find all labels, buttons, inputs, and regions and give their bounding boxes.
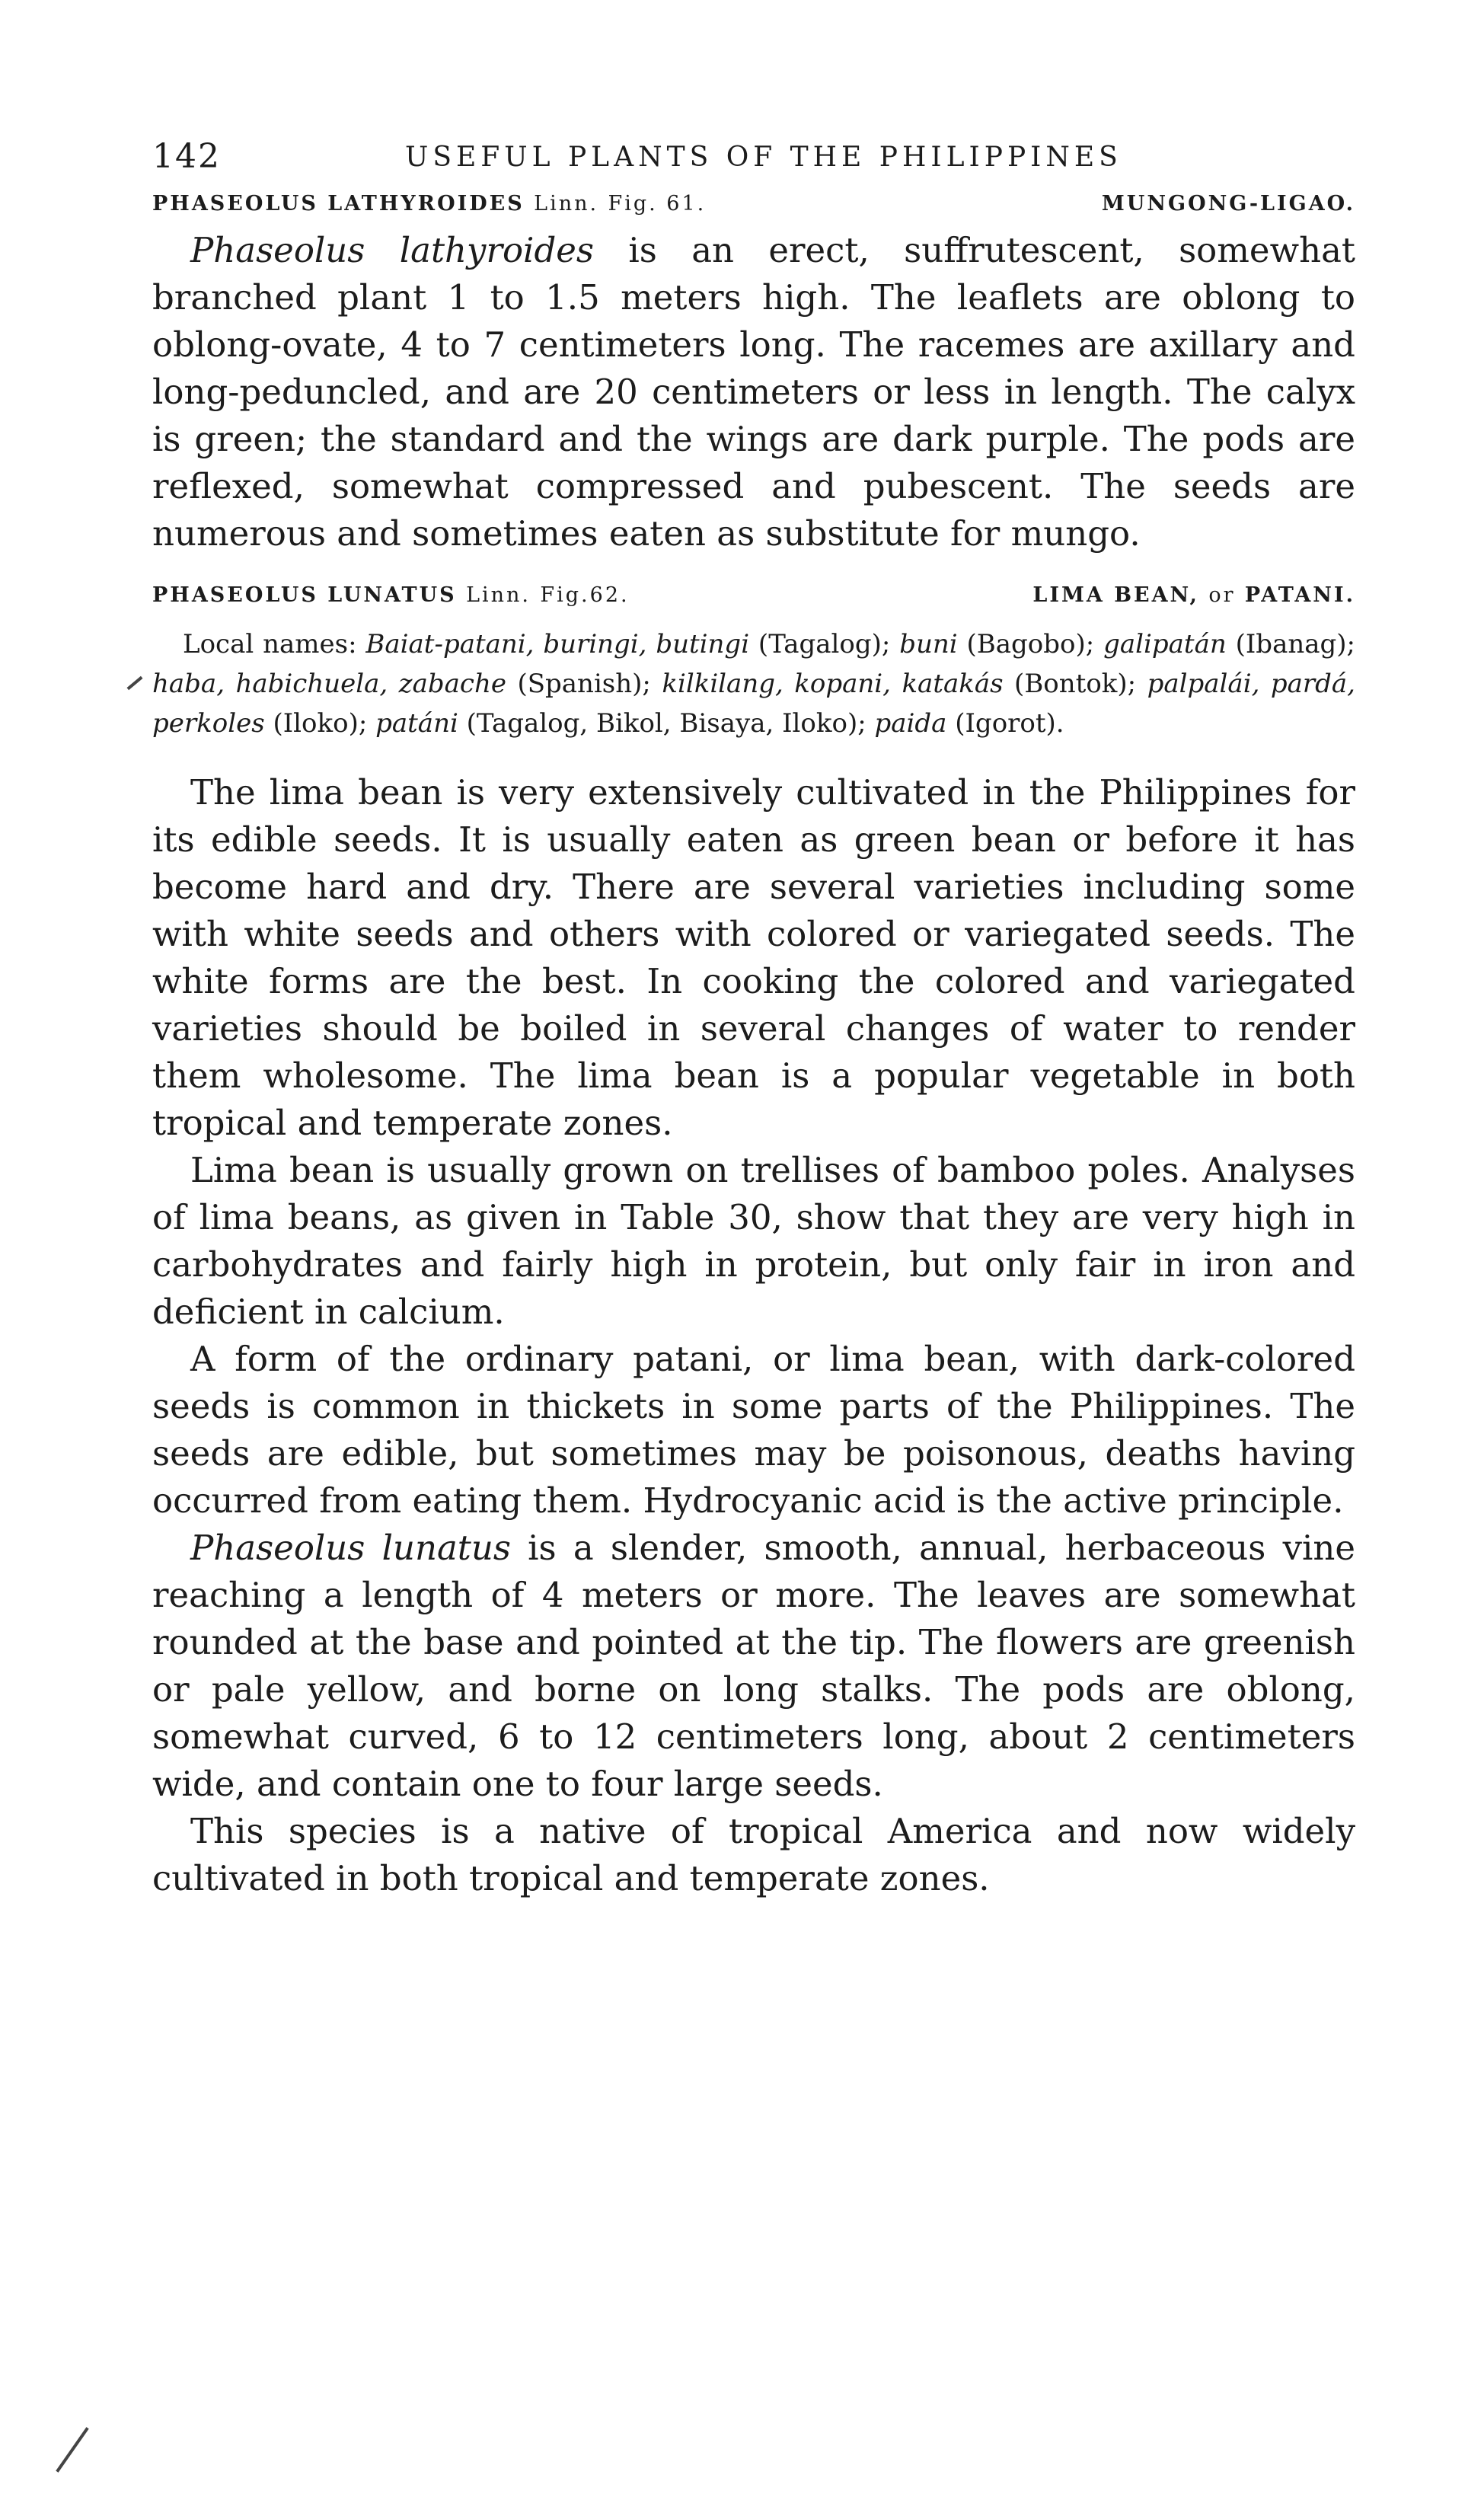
lima-bean-analysis-paragraph: Lima bean is usually grown on trellises of bamboo poles. Analyses of lima beans, as given in Table 30, show that they are very high in carbohydrates and fairly high in protein, but only fair in iron and deficient in calcium. (152, 1150, 1355, 1332)
wild-patani-paragraph: A form of the ordinary patani, or lima bean, with dark-colored seeds is common in thickets in some parts of the Philippines. The seeds are edible, but sometimes may be poisonous, deaths having occurred from eating them. Hydrocyanic acid is the active principle. (152, 1339, 1355, 1521)
local-name-ibanag: galipatán (1103, 629, 1227, 659)
common-name-primary: LIMA BEAN, (1032, 583, 1199, 607)
latin-name-inline: Phaseolus lunatus (190, 1528, 511, 1568)
local-name-patani: patáni (375, 708, 458, 739)
latin-name-inline: Phaseolus lathyroides (190, 230, 594, 270)
language-bontok: (Bontok); (1003, 669, 1147, 699)
species-latin-name: PHASEOLUS LATHYROIDES (152, 192, 525, 216)
description-text: is a slender, smooth, annual, herbaceous vine reaching a length of 4 meters or more. The leaves are somewhat rounded at the base and pointed at the tip. The flowers are greenish or pale yellow, and borne on long stalks. The pods are oblong, somewhat curved, 6 to 12 centimeters long, about 2 centimeters wide, and contain one to four large seeds. (152, 1528, 1355, 1804)
running-title: USEFUL PLANTS OF THE PHILIPPINES (405, 142, 1122, 173)
description-paragraph (152, 227, 1355, 557)
local-name-iloko: palpalái, pardá, perkoles (152, 669, 1355, 739)
entry-heading-phaseolus-lunatus (152, 583, 1355, 618)
entry-heading-phaseolus-lathyroides (152, 192, 1355, 227)
local-name-spanish: haba, habichuela, zabache (152, 669, 506, 699)
description-text: is an erect, suffrutescent, somewhat branched plant 1 to 1.5 meters high. The leaflets are oblong to oblong-ovate, 4 to 7 centimeters long. The racemes are axillary and long-peduncled, and are 20 centimeters or less in length. The calyx is green; the standard and the wings are dark purple. The pods are reflexed, somewhat compressed and pubescent. The seeds are numerous and sometimes eaten as substitute for mungo. (152, 230, 1355, 554)
local-name-igorot: paida (874, 708, 947, 739)
species-heading (152, 583, 630, 607)
common-name (1032, 583, 1355, 607)
local-names-paragraph (152, 624, 1355, 743)
common-name: MUNGONG-LIGAO. (1101, 192, 1355, 216)
local-names-intro: Local names: (183, 629, 366, 659)
distribution-paragraph: This species is a native of tropical America and now widely cultivated in both tropical and temperate zones. (152, 1811, 1355, 1898)
lima-bean-description-paragraph (152, 1525, 1355, 1808)
language-multiple: (Tagalog, Bikol, Bisaya, Iloko); (458, 708, 875, 739)
pencil-stroke (56, 2427, 88, 2473)
common-name-secondary: PATANI. (1244, 583, 1355, 607)
language-ibanag: (Ibanag); (1226, 629, 1355, 659)
figure-reference: Fig. 61. (608, 192, 707, 216)
language-spanish: (Spanish); (506, 669, 662, 699)
language-iloko: (Iloko); (264, 708, 376, 739)
running-head (152, 137, 1355, 183)
language-bagobo: (Bagobo); (957, 629, 1104, 659)
lima-bean-cultivation-paragraph: The lima bean is very extensively cultivated in the Philippines for its edible seeds. It is usually eaten as green bean or before it has become hard and dry. There are several varieties including some with white seeds and others with colored or variegated seeds. The white forms are the best. In cooking the colored and variegated varieties should be boiled in several changes of water to render them wholesome. The lima bean is a popular vegetable in both tropical and temperate zones. (152, 772, 1355, 1143)
local-name-bontok: kilkilang, kopani, katakás (662, 669, 1004, 699)
page (152, 137, 1355, 1902)
pencil-mark (127, 676, 143, 690)
local-name-bagobo: buni (899, 629, 958, 659)
common-name-or: or (1208, 583, 1236, 607)
figure-reference: Fig.62. (540, 583, 630, 607)
species-authority: Linn. (466, 583, 531, 607)
local-name-tagalog: Baiat-patani, buringi, butingi (365, 629, 750, 659)
species-heading (152, 192, 706, 216)
species-latin-name: PHASEOLUS LUNATUS (152, 583, 457, 607)
species-authority: Linn. (534, 192, 599, 216)
page-number: 142 (152, 137, 221, 176)
language-igorot: (Igorot). (946, 708, 1064, 739)
language-tagalog: (Tagalog); (749, 629, 900, 659)
